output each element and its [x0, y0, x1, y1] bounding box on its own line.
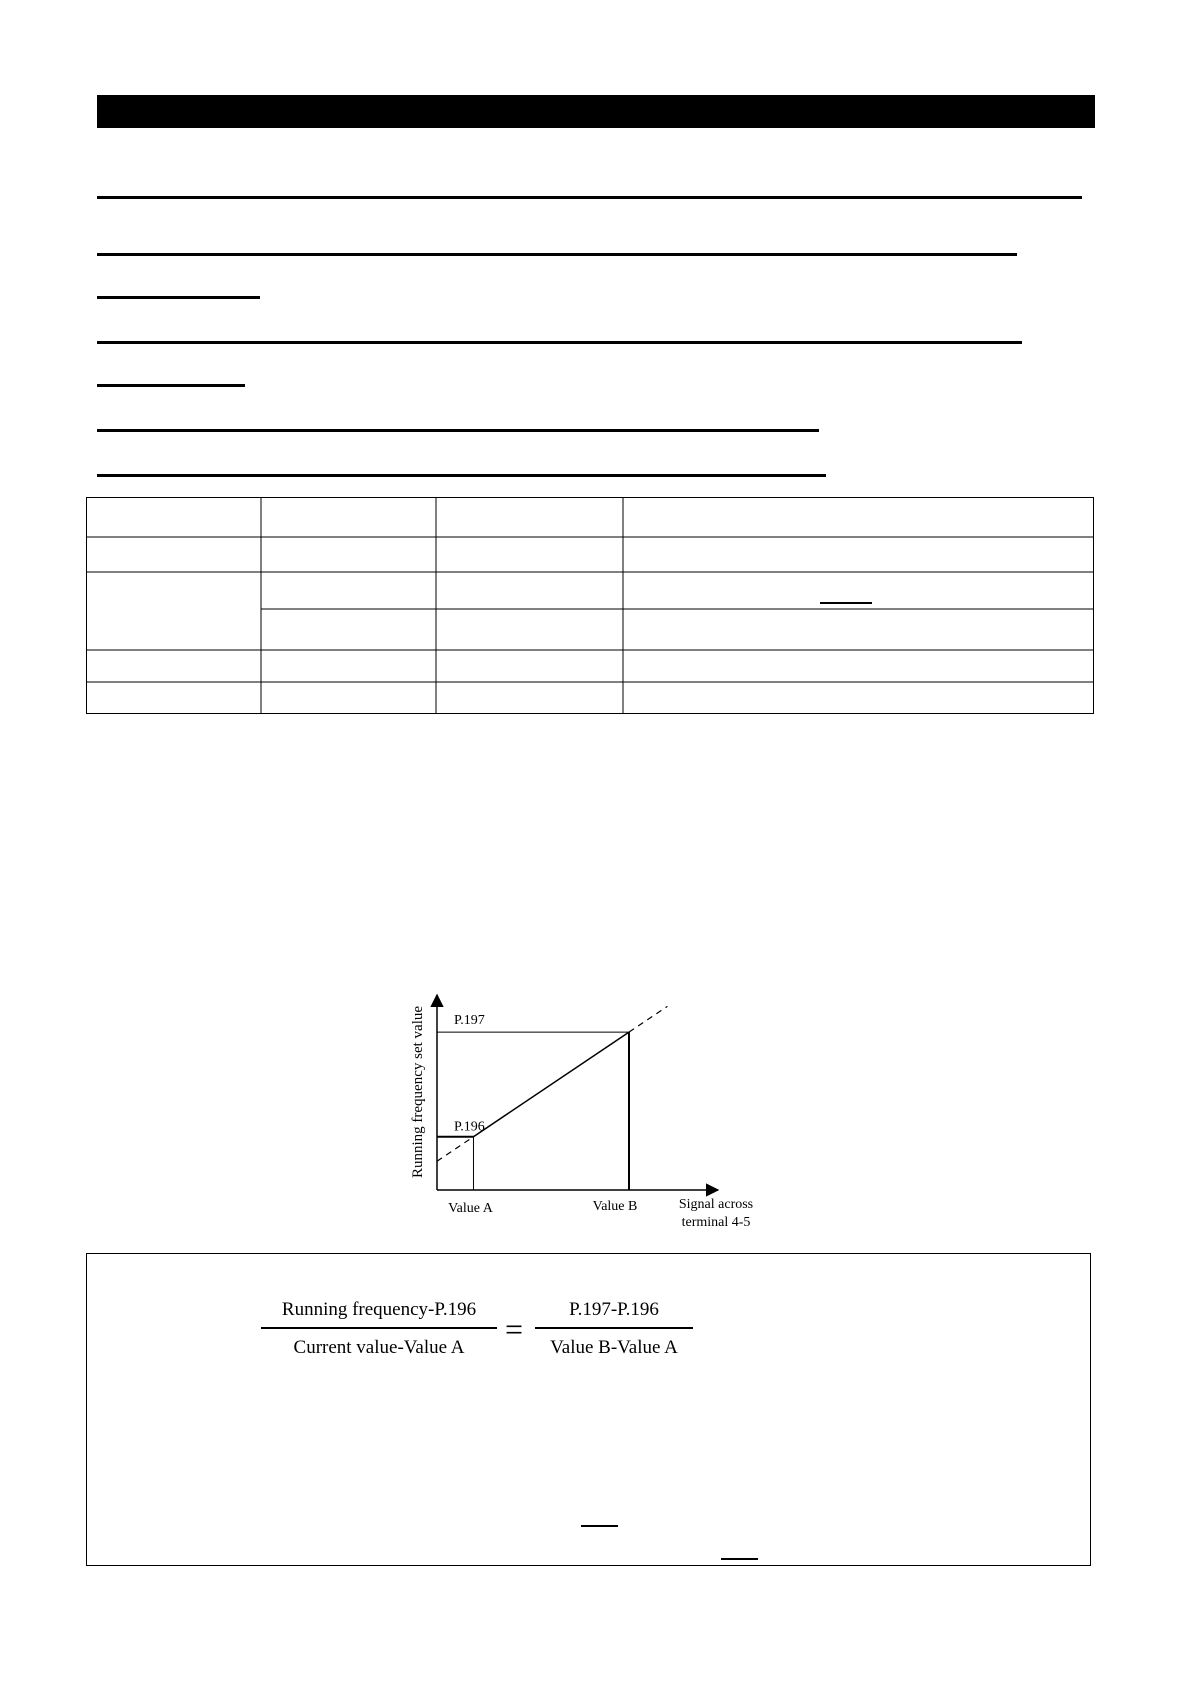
formula-box — [86, 1253, 1091, 1566]
parameter-table — [86, 497, 1094, 714]
y-axis-label: Running frequency set value — [410, 1005, 426, 1179]
x-axis-label-line-1: Signal across — [678, 1197, 754, 1212]
x-tick-label-value-b: Value B — [592, 1199, 638, 1214]
y-tick-label-p196: P.196 — [454, 1119, 485, 1135]
underline-rule-3 — [97, 296, 260, 299]
underline-rule-7 — [97, 474, 826, 477]
underline-rule-5 — [97, 384, 245, 387]
y-tick-label-p197: P.197 — [454, 1013, 485, 1029]
formula-underline-2 — [721, 1558, 758, 1560]
parameter-table-grid — [86, 497, 1094, 714]
frequency-chart-svg — [400, 980, 780, 1240]
dashed-extension-upper — [629, 1006, 667, 1032]
x-axis-label-line-2: terminal 4-5 — [681, 1215, 751, 1230]
table-border — [87, 498, 1094, 714]
underline-rule-2 — [97, 253, 1017, 256]
formula-underline-1 — [581, 1525, 618, 1527]
left-fraction — [261, 1299, 497, 1359]
right-numerator: P.197-P.196 — [569, 1299, 659, 1320]
underline-rule-4 — [97, 341, 1022, 344]
equals-sign: = — [505, 1311, 524, 1347]
left-numerator: Running frequency-P.196 — [281, 1299, 477, 1320]
underline-rule-1 — [97, 196, 1082, 199]
characteristic-line — [473, 1032, 629, 1137]
frequency-chart — [400, 980, 780, 1240]
right-denominator: Value B-Value A — [550, 1337, 678, 1358]
right-fraction — [535, 1299, 693, 1359]
section-header-bar — [97, 95, 1095, 128]
dashed-extension-lower — [437, 1137, 473, 1162]
underline-rule-6 — [97, 429, 819, 432]
x-tick-label-value-a: Value A — [448, 1201, 493, 1216]
left-denominator: Current value-Value A — [293, 1337, 465, 1358]
